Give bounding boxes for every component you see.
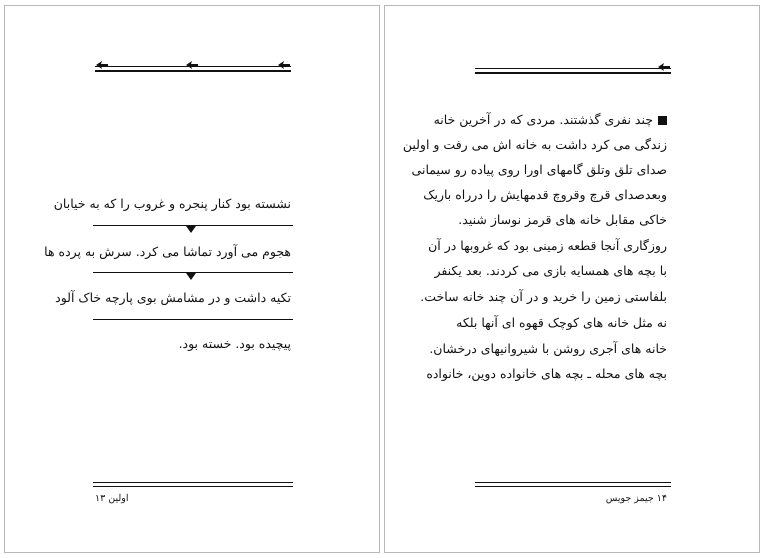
- header-rule-bottom: [475, 72, 671, 74]
- line-divider: [93, 319, 293, 320]
- footer-rule-bottom: [93, 486, 293, 487]
- body-line: خاکی مقابل خانه های قرمز نوساز شنید.: [458, 212, 667, 227]
- bird-ornament-icon: [95, 60, 109, 70]
- body-line: پیچیده بود. خسته بود.: [178, 336, 291, 351]
- body-line: نشسته بود کنار پنجره و غروب را که به خیابان: [53, 196, 291, 211]
- bird-ornament-icon: [185, 60, 199, 70]
- header-rule-bottom: [95, 70, 291, 72]
- body-line: صدای تلق وتلق گامهای اورا روی پیاده رو سیمانی: [411, 162, 667, 177]
- body-line: تکیه داشت و در مشامش بوی پارچه خاک آلود: [55, 290, 291, 305]
- body-line: [434, 112, 667, 128]
- body-line: خانه های آجری روشن با شیروانیهای درخشان.: [429, 341, 667, 356]
- footer-rule-top: [475, 482, 671, 483]
- body-line: بچه های محله ـ بچه های خانواده دوین، خانواده: [426, 366, 667, 381]
- body-line: زندگی می کرد داشت به خانه اش می رفت و اولین: [402, 137, 667, 152]
- body-line: نه مثل خانه های کوچک قهوه ای آنها بلکه: [456, 315, 667, 330]
- body-line: بلفاستی زمین را خرید و در آن چند خانه ساخت.: [420, 289, 667, 304]
- page-footer: ۱۴ جیمز جویس: [605, 493, 667, 504]
- divider-marker-icon: [186, 273, 196, 280]
- footer-rule-top: [93, 482, 293, 483]
- left-page: [4, 5, 380, 553]
- right-page: [384, 5, 760, 553]
- paragraph-marker-icon: [658, 116, 667, 125]
- page-footer: اولین ۱۳: [95, 493, 129, 504]
- bird-ornament-icon: [277, 60, 291, 70]
- body-line: با بچه های همسایه بازی می کردند. بعد یکنفر: [434, 263, 667, 278]
- body-line: وبعدصدای قرچ وقروچ قدمهایش را درراه باریک: [423, 187, 667, 202]
- body-line: روزگاری آنجا قطعه زمینی بود که غروبها در آن: [428, 238, 667, 253]
- body-line-text: چند نفری گذشتند. مردی که در آخرین خانه: [433, 112, 653, 127]
- bird-ornament-icon: [657, 62, 671, 72]
- divider-marker-icon: [186, 226, 196, 233]
- body-line: هجوم می آورد تماشا می کرد. سرش به پرده ها: [44, 244, 291, 259]
- header-rule-top: [475, 68, 671, 69]
- footer-rule-bottom: [475, 486, 671, 487]
